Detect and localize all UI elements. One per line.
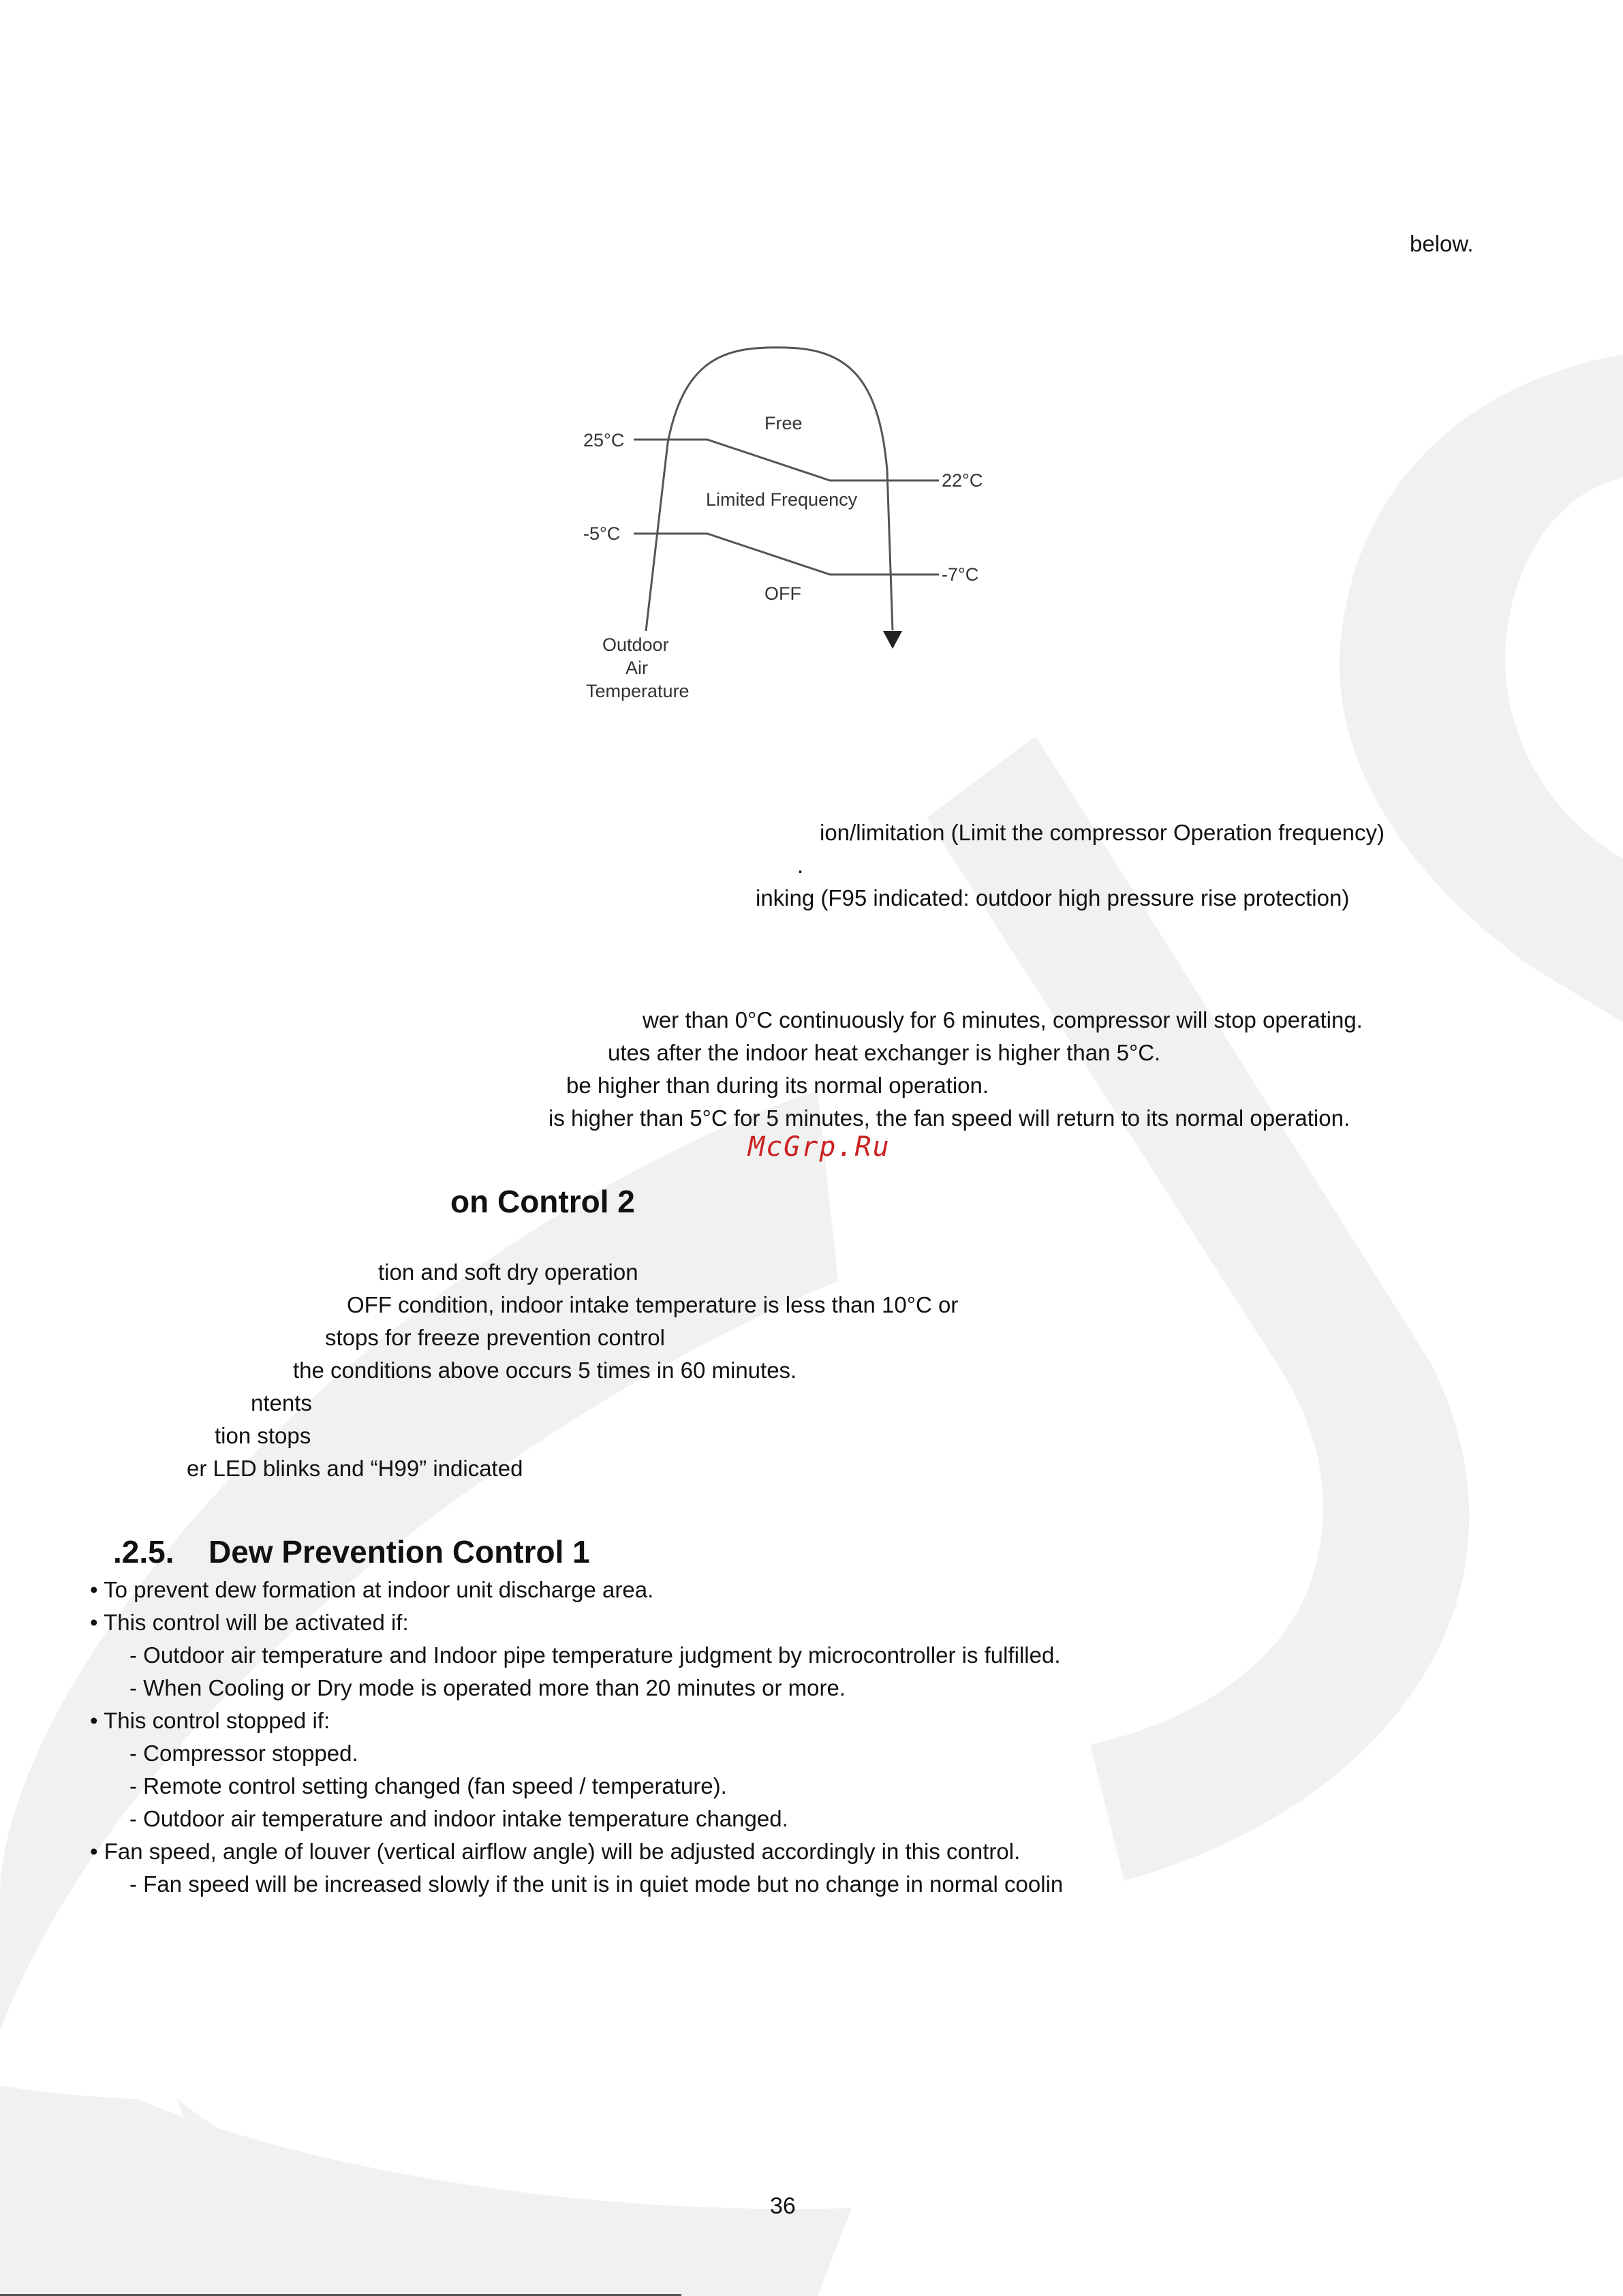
outdoor-temperature-diagram xyxy=(559,334,995,716)
control2-line-1: tion and soft dry operation xyxy=(378,1259,638,1285)
dew-bullet-2: • This control will be activated if: xyxy=(90,1610,409,1635)
axis-label-line-3: Temperature xyxy=(586,681,690,701)
control2-line-4: the conditions above occurs 5 times in 60 minutes. xyxy=(293,1358,797,1383)
axis-label-line-1: Outdoor xyxy=(602,634,669,655)
control2-line-5: ntents xyxy=(251,1390,312,1415)
dew-subitem-5: - Outdoor air temperature and indoor intake temperature changed. xyxy=(129,1806,788,1831)
dew-subitem-4: - Remote control setting changed (fan speed / temperature). xyxy=(129,1773,727,1798)
freeze-line-3: be higher than during its normal operation. xyxy=(566,1073,989,1098)
dew-subitem-6: - Fan speed will be increased slowly if the unit is in quiet mode but no change in normal coolin xyxy=(129,1871,1064,1897)
dew-bullet-1: • To prevent dew formation at indoor unit discharge area. xyxy=(90,1577,654,1602)
label-22c: 22°C xyxy=(942,470,983,491)
freeze-line-4: is higher than 5°C for 5 minutes, the fan speed will return to its normal operation. xyxy=(548,1105,1350,1131)
zone-off-label: OFF xyxy=(764,583,801,604)
label-minus5c: -5°C xyxy=(583,523,621,544)
section-dew-title: Dew Prevention Control 1 xyxy=(208,1534,590,1570)
dew-subitem-3: - Compressor stopped. xyxy=(129,1741,358,1766)
zone-limited-label: Limited Frequency xyxy=(706,489,858,510)
page-number: 36 xyxy=(770,2193,796,2219)
protection-line-1: ion/limitation (Limit the compressor Operation frequency) xyxy=(820,820,1385,845)
dew-bullet-3: • This control stopped if: xyxy=(90,1708,330,1733)
zone-free-label: Free xyxy=(764,413,803,433)
protection-line-2: . xyxy=(797,853,804,878)
dew-bullet-4: • Fan speed, angle of louver (vertical airflow angle) will be adjusted accordingly in this control. xyxy=(90,1839,1021,1864)
watermark-text: McGrp.Ru xyxy=(748,1131,891,1163)
dew-subitem-1: - Outdoor air temperature and Indoor pipe temperature judgment by microcontroller is fulfilled. xyxy=(129,1642,1061,1668)
protection-line-3: inking (F95 indicated: outdoor high pressure rise protection) xyxy=(756,885,1350,910)
arrow-down-icon xyxy=(883,631,902,649)
control2-line-3: stops for freeze prevention control xyxy=(325,1325,665,1350)
section-dew-number: .2.5. xyxy=(113,1534,174,1570)
freeze-line-2: utes after the indoor heat exchanger is higher than 5°C. xyxy=(608,1040,1161,1065)
control2-line-2: OFF condition, indoor intake temperature is less than 10°C or xyxy=(347,1292,959,1317)
axis-label-line-2: Air xyxy=(625,658,648,678)
control2-line-7: er LED blinks and “H99” indicated xyxy=(187,1456,523,1481)
freeze-line-1: wer than 0°C continuously for 6 minutes, compressor will stop operating. xyxy=(643,1007,1363,1032)
lower-boundary-line xyxy=(634,534,939,575)
dew-subitem-2: - When Cooling or Dry mode is operated more than 20 minutes or more. xyxy=(129,1675,846,1700)
intro-text-below: below. xyxy=(1410,231,1474,256)
section-control2-title: on Control 2 xyxy=(450,1184,635,1219)
label-25c: 25°C xyxy=(583,430,625,450)
upper-boundary-line xyxy=(634,440,939,480)
control2-line-6: tion stops xyxy=(215,1423,311,1448)
label-minus7c: -7°C xyxy=(942,564,979,585)
